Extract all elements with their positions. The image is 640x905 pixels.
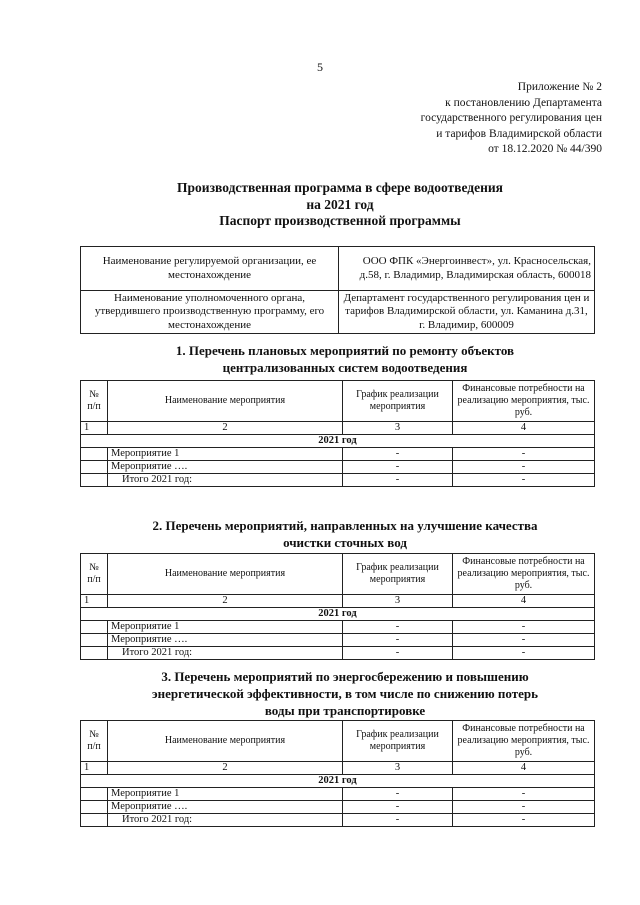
- passport-org-value: ООО ФПК «Энергоинвест», ул. Красносельская, д.58, г. Владимир, Владимирская область, 600018: [339, 247, 595, 291]
- col-number: 4: [453, 595, 595, 608]
- passport-authority-label: Наименование уполномоченного органа, утвердившего производственную программу, его местонахождение: [81, 291, 339, 334]
- appendix-block: [380, 80, 602, 158]
- col-header-num: № п/п: [81, 721, 108, 762]
- total-schedule: -: [343, 814, 453, 827]
- col-number: 4: [453, 762, 595, 775]
- item-name: Мероприятие 1: [108, 788, 343, 801]
- item-finance: -: [453, 634, 595, 647]
- col-header-name: Наименование мероприятия: [108, 381, 343, 422]
- section-title-line: 3. Перечень мероприятий по энергосбережению и повышению: [161, 669, 529, 684]
- col-header-schedule: График реализации мероприятия: [343, 721, 453, 762]
- item-name: Мероприятие 1: [108, 621, 343, 634]
- title-line: Паспорт производственной программы: [219, 213, 461, 228]
- year-row: 2021 год: [81, 775, 595, 788]
- col-header-finance: Финансовые потребности на реализацию мероприятия, тыс. руб.: [453, 554, 595, 595]
- section-2-table: [80, 553, 595, 660]
- item-name: Мероприятие ….: [108, 801, 343, 814]
- item-schedule: -: [343, 788, 453, 801]
- total-finance: -: [453, 474, 595, 487]
- section-1-title: [100, 342, 590, 376]
- item-finance: -: [453, 788, 595, 801]
- total-schedule: -: [343, 647, 453, 660]
- col-number: 2: [108, 595, 343, 608]
- total-finance: -: [453, 647, 595, 660]
- item-schedule: -: [343, 634, 453, 647]
- appendix-line: государственного регулирования цен: [420, 112, 602, 124]
- total-row-label: Итого 2021 год:: [108, 814, 343, 827]
- page-number: 5: [317, 60, 323, 74]
- col-number: 1: [81, 762, 108, 775]
- item-name: Мероприятие ….: [108, 634, 343, 647]
- passport-table: [80, 246, 595, 334]
- title-line: Производственная программа в сфере водоотведения: [177, 180, 503, 195]
- item-schedule: -: [343, 448, 453, 461]
- appendix-line: и тарифов Владимирской области: [436, 127, 602, 140]
- section-3-table: [80, 720, 595, 827]
- passport-org-label: Наименование регулируемой организации, ее местонахождение: [81, 247, 339, 291]
- total-row-label: Итого 2021 год:: [108, 474, 343, 487]
- col-header-name: Наименование мероприятия: [108, 721, 343, 762]
- item-name: Мероприятие ….: [108, 461, 343, 474]
- item-schedule: -: [343, 801, 453, 814]
- total-finance: -: [453, 814, 595, 827]
- total-row-label: Итого 2021 год:: [108, 647, 343, 660]
- col-header-finance: Финансовые потребности на реализацию мероприятия, тыс. руб.: [453, 721, 595, 762]
- section-title-line: централизованных систем водоотведения: [222, 360, 468, 375]
- item-finance: -: [453, 461, 595, 474]
- section-title-line: воды при транспортировке: [264, 703, 426, 718]
- passport-authority-value: Департамент государственного регулирования цен и тарифов Владимирской области, ул. Каманина д.31, г. Владимир, 600009: [339, 291, 595, 334]
- item-finance: -: [453, 801, 595, 814]
- col-number: 2: [108, 762, 343, 775]
- section-3-title: [100, 668, 590, 719]
- appendix-line: к постановлению Департамента: [445, 96, 602, 109]
- col-header-num: № п/п: [81, 381, 108, 422]
- section-1-table: [80, 380, 595, 487]
- col-header-schedule: График реализации мероприятия: [343, 554, 453, 595]
- col-number: 2: [108, 422, 343, 435]
- col-number: 3: [343, 762, 453, 775]
- year-row: 2021 год: [81, 608, 595, 621]
- col-header-finance: Финансовые потребности на реализацию мероприятия, тыс. руб.: [453, 381, 595, 422]
- item-name: Мероприятие 1: [108, 448, 343, 461]
- document-title: [120, 180, 560, 230]
- section-title-line: очистки сточных вод: [283, 535, 407, 550]
- appendix-line: от 18.12.2020 № 44/390: [488, 143, 602, 155]
- section-title-line: энергетической эффективности, в том числе по снижению потерь: [152, 686, 538, 701]
- section-2-title: [100, 517, 590, 551]
- title-line: на 2021 год: [306, 196, 374, 212]
- col-number: 3: [343, 595, 453, 608]
- col-header-name: Наименование мероприятия: [108, 554, 343, 595]
- total-schedule: -: [343, 474, 453, 487]
- appendix-line: Приложение № 2: [517, 81, 602, 93]
- item-schedule: -: [343, 621, 453, 634]
- col-number: 4: [453, 422, 595, 435]
- col-header-num: № п/п: [81, 554, 108, 595]
- col-number: 1: [81, 595, 108, 608]
- item-finance: -: [453, 448, 595, 461]
- col-number: 1: [81, 422, 108, 435]
- item-schedule: -: [343, 461, 453, 474]
- section-title-line: 1. Перечень плановых мероприятий по ремонту объектов: [175, 343, 515, 358]
- col-header-schedule: График реализации мероприятия: [343, 381, 453, 422]
- year-row: 2021 год: [81, 435, 595, 448]
- section-title-line: 2. Перечень мероприятий, направленных на улучшение качества: [152, 518, 538, 533]
- col-number: 3: [343, 422, 453, 435]
- item-finance: -: [453, 621, 595, 634]
